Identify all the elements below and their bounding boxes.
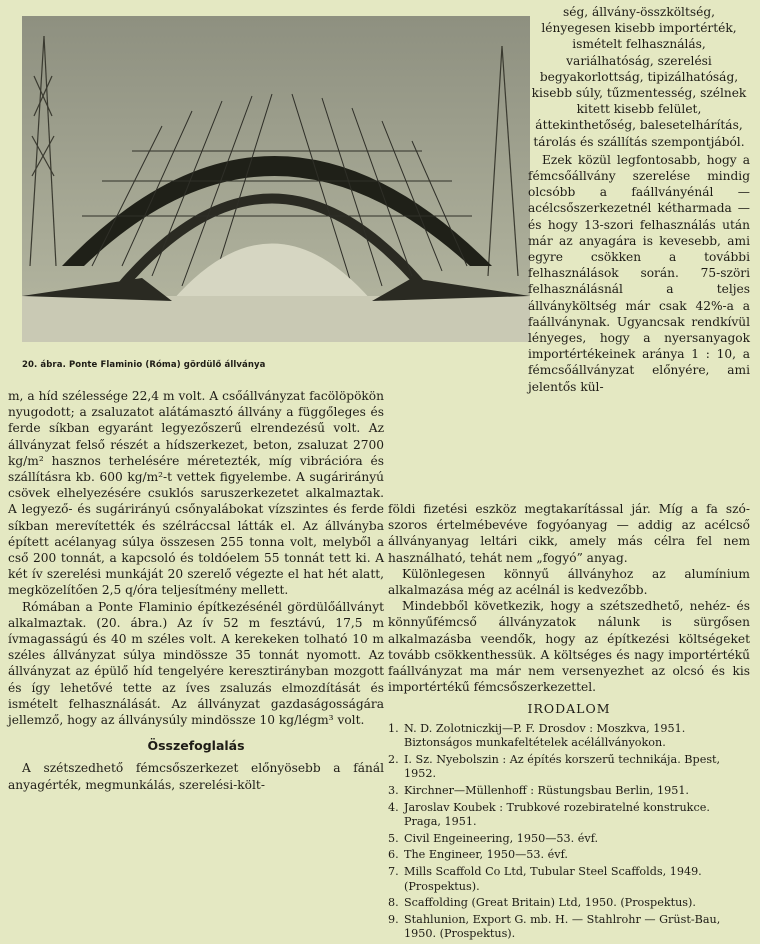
left-column [8, 388, 384, 793]
references-heading: IRODALOM [527, 701, 611, 717]
paragraph: földi fizetési eszköz megtakarítással jár. Míg a fa szó-szoros értelmébevéve fogyóanyag — addig az acélcső állványanyag leltári cikk, amely más célra fel nem használható, tehát nem „fogyó” anyag. [388, 502, 750, 565]
paragraph: A szétszedhető fémcsőszerkezet előnyösebb a fánál anyagérték, megmunkálás, szerelési-költ- [8, 761, 384, 792]
reference-item: 4. Jaroslav Koubek : Trubkové rozebiratelné konstrukce. Praga, 1951. [388, 800, 710, 829]
reference-item: 1. N. D. Zolotniczkij—P. F. Drosdov : Moszkva, 1951. Biztonságos munkafeltételek acélállványokon. [388, 721, 686, 750]
bridge-scaffold-photo [22, 16, 530, 342]
section-heading: Összefoglalás [147, 738, 245, 754]
reference-item: 2. I. Sz. Nyebolszin : Az építés korszerű technikája. Bpest, 1952. [388, 752, 721, 781]
paragraph: m, a híd szélessége 22,4 m volt. A csőállványzat facölöpökön nyugodott; a zsaluzatot alátámasztó állvány a függőleges és ferde síkban egyaránt legyezőszerű elrendezésű volt. Az állványzat felső részét a hídszerkezet, beton, zsaluzat 2700 kg/m² hasznos terhelésére méretezték, míg vibrációra és szállításra kb. 600 kg/m²-t vettek figyelembe. A sugárirányú csövek elhelyezésére csuklós saruszerkezetet alkalmaztak. A legyező- és sugárirányú csőnyalábokat vízszintes és ferde síkban merevítették és szélráccsal látták el. Az állványba épített acélanyag súlya összesen 255 tonna volt, melyből a cső 200 tonnát, a kapcsoló és toldóelem 55 tonnát tett ki. A két ív szerelési munkáját 20 szerelő végezte el hat hét alatt, megközelítően 2,5 q/óra teljesítmény mellett. [8, 389, 384, 598]
paragraph: Rómában a Ponte Flaminio építkezésénél gördülőállványt alkalmaztak. (20. ábra.) Az ív 52 m fesztávú, 17,5 m ívmagasságú és 40 m széles volt. A kerekeken tolható 10 m széles állványzat súlya mindössze 35 tonnát nyomott. Az állványzat az épülő híd tengelyére keresztirányban mozgott és így lehetővé tette az íves zsaluzás elmozdítását és ismételt felhasználását. Az állványzat gazdaságosságára jellemző, hogy az állványsúly mindössze 10 kg/légm³ volt. [8, 599, 384, 728]
reference-item: 5. Civil Engeineering, 1950—53. évf. [388, 831, 598, 845]
paragraph: Különlegesen könnyű állványhoz az alumínium alkalmazása még az acélnál is kedvezőbb. [388, 566, 750, 598]
arch-scaffold-illustration [22, 16, 530, 342]
paragraph: Mindebből következik, hogy a szétszedhető, nehéz- és könnyűfémcső állványzatok nálunk is sürgősen alkalmazásba veendők, hogy az építkezési költségeket tovább csökkenthessük. A költséges és nagy importértékű faállványzat ma már nem versenyezhet az olcsó és kis importértékű fémcsőszerkezettel. [388, 599, 750, 695]
reference-item: 8. Scaffolding (Great Britain) Ltd, 1950. (Prospektus). [388, 896, 696, 910]
paragraph: Ezek közül legfontosabb, hogy a fémcsőállvány szerelése mindig olcsóbb a faállványénál — acélcsőszerkezetnél kétharmada — és hogy 13-szori felhasználás után már az anyagára is kevesebb, ami egyre csökken a további felhasználások során. 75-szöri felhasználásnál a teljes állványköltség már csak 42%-a a faállványnak. Ugyancsak rendkívül lényeges, hogy a nyersanyagok importértékeinek aránya 1 : 10, a fémcsőállványzat előnyére, ami jelentős kül- [528, 152, 750, 394]
reference-item: 7. Mills Scaffold Co Ltd, Tubular Steel Scaffolds, 1949. (Prospektus). [388, 864, 702, 893]
reference-item: 6. The Engineer, 1950—53. évf. [388, 848, 568, 862]
paragraph: ség, állvány-összköltség, lényegesen kisebb importérték, ismételt felhasználás, variálhatóság, szerelési begyakorlottság, tipizálhatóság, kisebb súly, tűzmentesség, szélnek kitett kisebb felület, áttekinthetőség, balesetelhárítás, tárolás és szállítás szempontjából. [531, 5, 747, 149]
reference-item: 9. Stahlunion, Export G. mb. H. — Stahlrohr — Grüst-Bau, 1950. (Prospektus). [388, 912, 721, 941]
reference-list [388, 722, 750, 942]
right-column-top [528, 4, 750, 395]
figure-caption: 20. ábra. Ponte Flaminio (Róma) gördülő állványa [22, 360, 266, 370]
right-column-lower [388, 501, 750, 944]
reference-item: 3. Kirchner—Müllenhoff : Rüstungsbau Berlin, 1951. [388, 784, 689, 798]
